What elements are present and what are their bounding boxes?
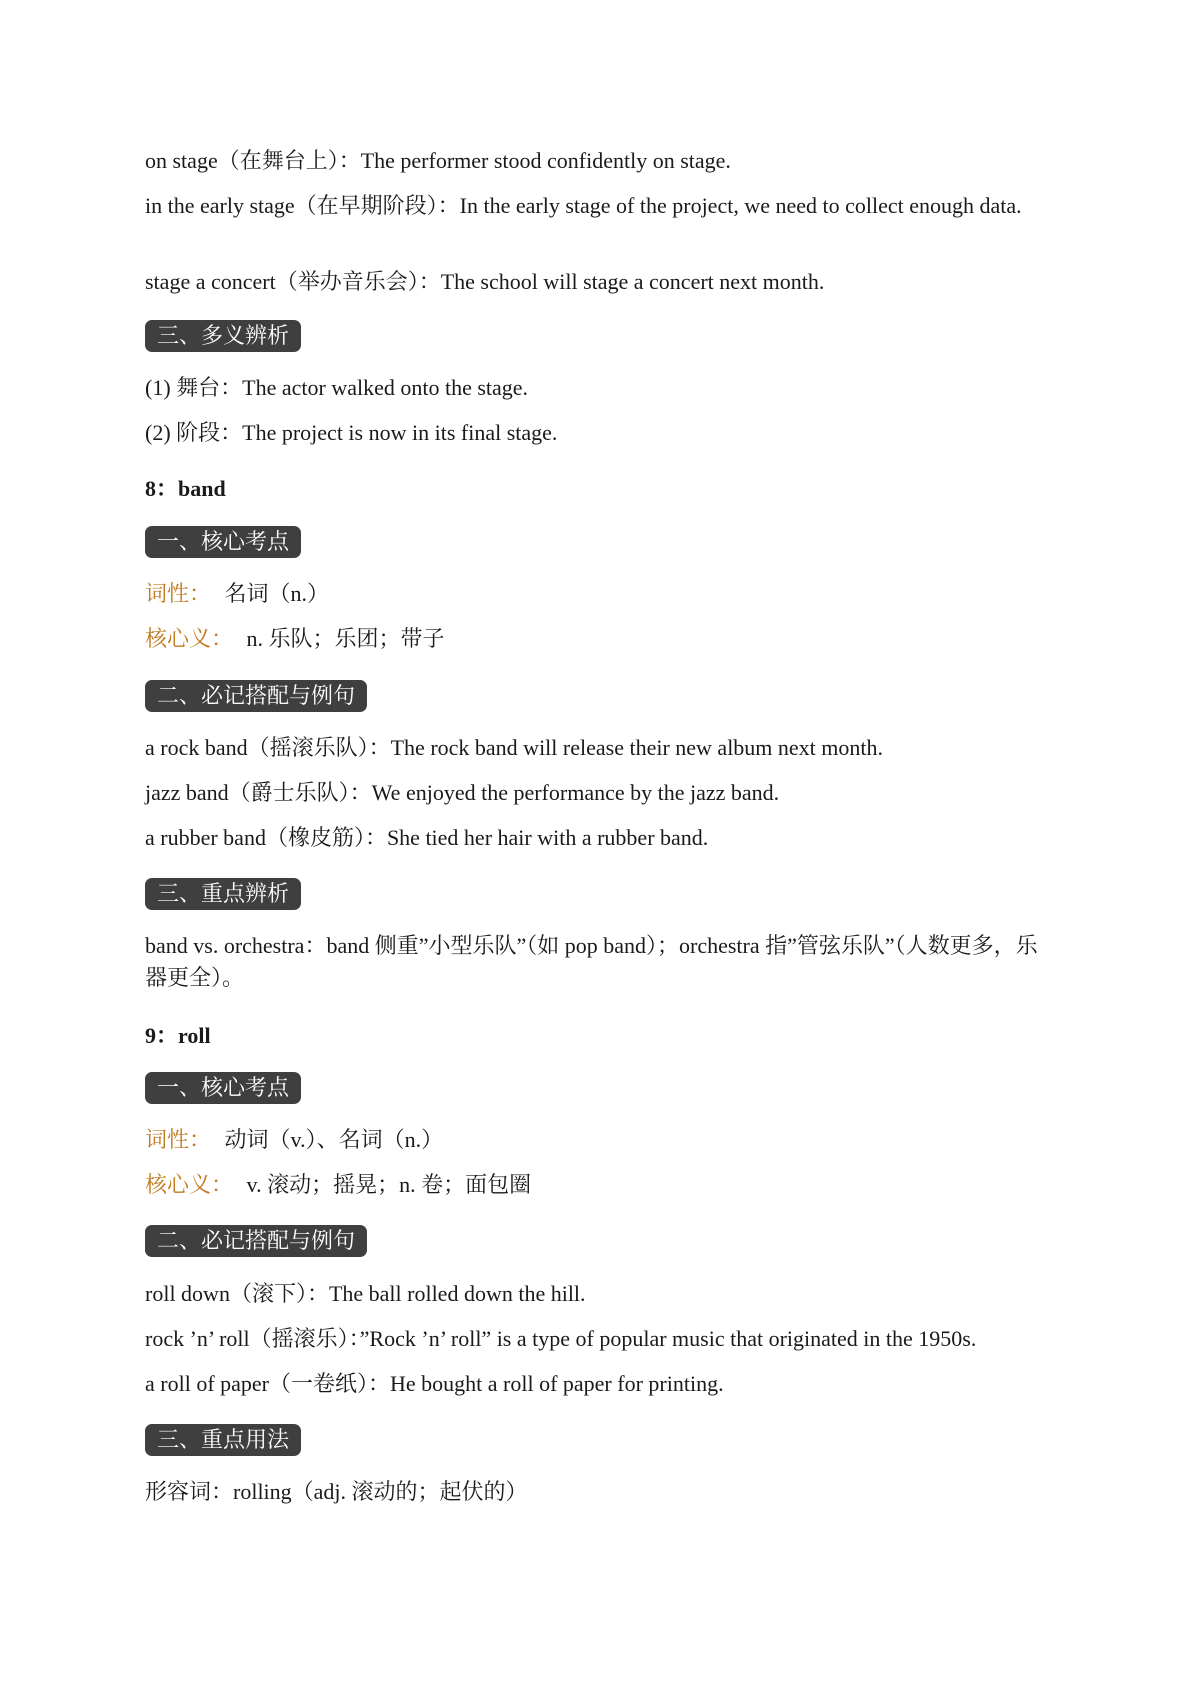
core-meaning-line [145, 1169, 1055, 1201]
collocation-item: a rock band（摇滚乐队）：The rock band will release their new album next month. [145, 735, 884, 760]
pos-line [145, 578, 1055, 610]
word-heading-roll: 9：roll [145, 1023, 211, 1048]
core-meaning-value: v. 滚动；摇晃；n. 卷；面包圈 [246, 1172, 532, 1197]
section-label-collocations: 二、必记搭配与例句 [145, 1225, 367, 1257]
collocation-item: rock ’n’ roll（摇滚乐）：”Rock ’n’ roll” is a type of popular music that originated in the 1950s. [145, 1326, 977, 1351]
meaning-item: (2) 阶段：The project is now in its final stage. [145, 420, 558, 445]
usage-line: 形容词：rolling（adj. 滚动的；起伏的） [145, 1479, 528, 1504]
core-meaning-value: n. 乐队；乐团；带子 [246, 626, 445, 651]
pos-value: 名词（n.） [224, 581, 330, 606]
collocation-stage-concert: stage a concert（举办音乐会）：The school will stage a concert next month. [145, 269, 825, 294]
pos-label: 词性： [145, 581, 212, 606]
collocation-item: roll down（滚下）：The ball rolled down the hill. [145, 1281, 586, 1306]
section-label-core: 一、核心考点 [145, 526, 301, 558]
analysis-paragraph: band vs. orchestra：band 侧重”小型乐队”（如 pop band）；orchestra 指”管弦乐队”（人数更多，乐器更全）。 [145, 933, 1038, 990]
core-meaning-label: 核心义： [145, 626, 234, 651]
section-label-collocations: 二、必记搭配与例句 [145, 680, 367, 712]
core-meaning-label: 核心义： [145, 1172, 234, 1197]
collocation-item: jazz band（爵士乐队）：We enjoyed the performance by the jazz band. [145, 780, 780, 805]
word-heading-band: 8：band [145, 476, 226, 501]
collocation-item: a rubber band（橡皮筋）：She tied her hair with a rubber band. [145, 825, 709, 850]
section-label-analysis: 三、重点辨析 [145, 878, 301, 910]
collocation-early-stage: in the early stage（在早期阶段）：In the early stage of the project, we need to collect enough data. [145, 193, 1022, 218]
collocation-on-stage: on stage（在舞台上）：The performer stood confidently on stage. [145, 148, 731, 173]
pos-line [145, 1124, 1055, 1156]
collocation-item: a roll of paper（一卷纸）：He bought a roll of paper for printing. [145, 1371, 724, 1396]
section-label-usage: 三、重点用法 [145, 1424, 301, 1456]
meaning-item: (1) 舞台：The actor walked onto the stage. [145, 375, 529, 400]
section-label-polysemy: 三、多义辨析 [145, 320, 301, 352]
section-label-core: 一、核心考点 [145, 1072, 301, 1104]
pos-value: 动词（v.）、名词（n.） [224, 1127, 444, 1152]
pos-label: 词性： [145, 1127, 212, 1152]
core-meaning-line [145, 623, 1055, 655]
